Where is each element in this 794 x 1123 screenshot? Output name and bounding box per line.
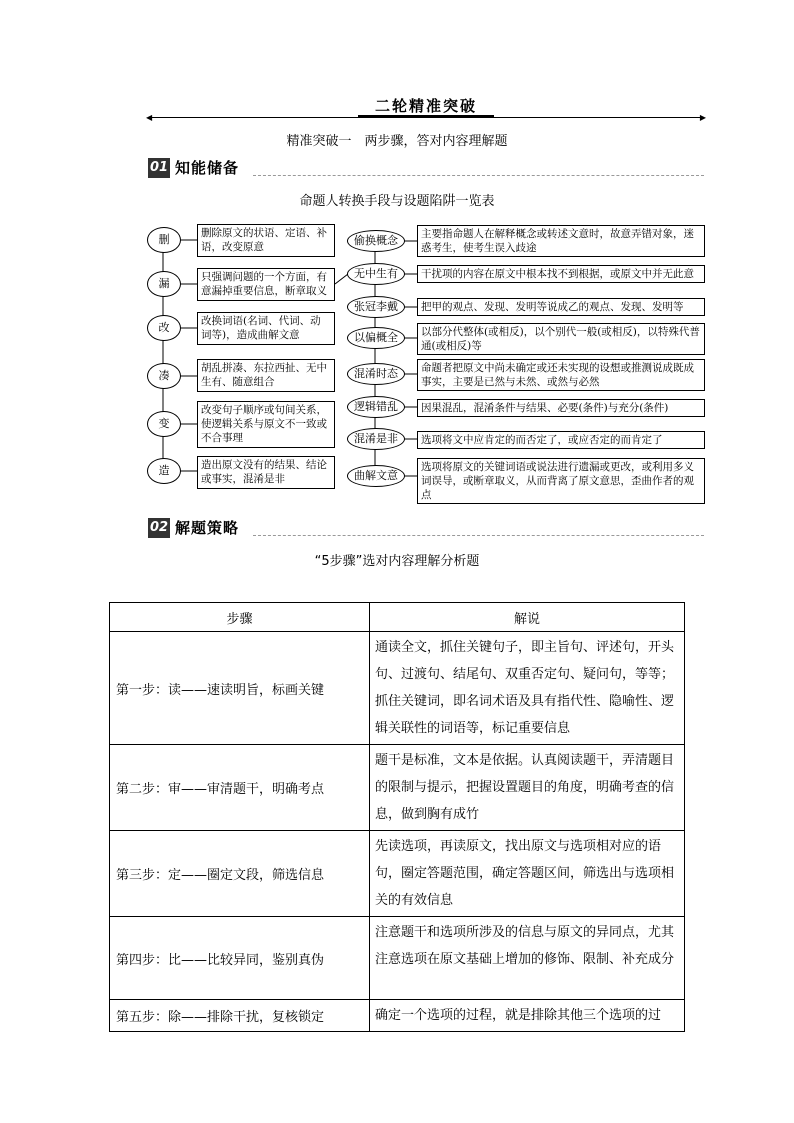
section-number: 01 (148, 158, 170, 178)
method-oval-alter: 变 (147, 411, 181, 437)
section-number: 02 (148, 518, 170, 538)
header-title: 二轮精准突破 (374, 97, 477, 115)
page-subtitle: 精准突破一 两步骤，答对内容理解题 (286, 134, 508, 149)
column-header-step: 步骤 (110, 603, 370, 632)
method-desc-patch: 胡乱拼凑、东拉西扯、无中生有、随意组合 (197, 359, 335, 392)
section-divider (253, 535, 704, 536)
explanation-cell: 通读全文，抓住关键句子，即主旨句、评述句，开头句、过渡句、结尾句、双重否定句、疑问句，等等；抓住关键词，即名词术语及具有指代性、隐喻性、逻辑关联性的词语等，标记重要信息 (370, 632, 685, 745)
trap-desc-misattribution: 把甲的观点、发现、发明等说成乙的观点、发现、发明等 (417, 298, 705, 316)
connector-mid (335, 274, 348, 284)
trap-desc-overgeneralization: 以部分代整体(或相反)，以个别代一般(或相反)，以特殊代普通(或相反)等 (417, 323, 705, 355)
trap-oval-concept-swap: 偷换概念 (347, 230, 405, 252)
step-cell: 第一步：读——速读明旨，标画关键 (110, 632, 370, 745)
method-oval-patch: 凑 (147, 363, 181, 389)
section-divider (253, 175, 704, 176)
table-header-row (110, 603, 685, 632)
trap-oval-right-wrong: 混淆是非 (347, 428, 405, 450)
step-cell: 第五步：除——排除干扰，复核锁定 (110, 1000, 370, 1032)
table-row (110, 917, 685, 1000)
method-desc-change: 改换词语(名词、代词、动词等)，造成曲解文意 (197, 312, 335, 345)
section-header-knowledge (148, 158, 704, 180)
explanation-cell: 确定一个选项的过程，就是排除其他三个选项的过 (370, 1000, 685, 1032)
step-cell: 第二步：审——审清题干，明确考点 (110, 745, 370, 831)
method-oval-change: 改 (147, 315, 181, 341)
diagram-title: 命题人转换手段与设题陷阱一览表 (299, 194, 495, 209)
method-oval-delete: 删 (147, 227, 181, 253)
method-oval-omit: 漏 (147, 271, 181, 297)
steps-table (109, 602, 685, 1032)
column-header-explanation: 解说 (370, 603, 685, 632)
trap-oval-overgeneralization: 以偏概全 (347, 327, 405, 349)
trap-diagram (145, 220, 705, 510)
trap-oval-fabrication: 无中生有 (347, 263, 405, 285)
table-row (110, 1000, 685, 1032)
section-header-strategy (148, 518, 704, 540)
section-label: 知能储备 (175, 159, 240, 177)
trap-desc-tense-confusion: 命题者把原文中尚未确定或还未实现的设想或推测说成既成事实，主要是已然与未然、或然与必然 (417, 359, 705, 391)
trap-oval-misinterpretation: 曲解文意 (347, 465, 405, 487)
method-desc-fabricate: 造出原文没有的结果、结论或事实，混淆是非 (197, 456, 335, 489)
header-arrow-left-icon: ◀ (146, 113, 153, 122)
method-desc-alter: 改变句子顺序或句间关系，使逻辑关系与原文不一致或不合事理 (197, 401, 335, 448)
explanation-cell: 注意题干和选项所涉及的信息与原文的异同点，尤其注意选项在原文基础上增加的修饰、限制、补充成分 (370, 917, 685, 1000)
header-rule-accent (358, 115, 494, 118)
trap-desc-right-wrong: 选项将文中应肯定的而否定了，或应否定的而肯定了 (417, 431, 705, 449)
section-label: 解题策略 (175, 519, 240, 537)
method-desc-delete: 删除原文的状语、定语、补语，改变原意 (197, 224, 335, 257)
document-header (148, 95, 704, 125)
method-oval-fabricate: 造 (147, 458, 181, 484)
step-cell: 第四步：比——比较异同，鉴别真伪 (110, 917, 370, 1000)
trap-oval-tense-confusion: 混淆时态 (347, 363, 405, 385)
trap-oval-misattribution: 张冠李戴 (347, 296, 405, 318)
table-row (110, 745, 685, 831)
table-row (110, 632, 685, 745)
header-arrow-right-icon: ▶ (699, 113, 706, 122)
trap-desc-logic-error: 因果混乱，混淆条件与结果、必要(条件)与充分(条件) (417, 399, 705, 417)
table-row (110, 831, 685, 917)
explanation-cell: 题干是标准，文本是依据。认真阅读题干，弄清题目的限制与提示，把握设置题目的角度，明确考查的信息，做到胸有成竹 (370, 745, 685, 831)
step-cell: 第三步：定——圈定文段，筛选信息 (110, 831, 370, 917)
method-desc-omit: 只强调问题的一个方面，有意漏掉重要信息，断章取义 (197, 268, 335, 301)
explanation-cell: 先读选项，再读原文，找出原文与选项相对应的语句，圈定答题范围，确定答题区间，筛选出与选项相关的有效信息 (370, 831, 685, 917)
trap-desc-concept-swap: 主要指命题人在解释概念或转述文意时，故意弄错对象，迷惑考生，使考生误入歧途 (417, 225, 705, 257)
trap-desc-fabrication: 干扰项的内容在原文中根本找不到根据，或原文中并无此意 (417, 265, 705, 283)
strategy-title: “5步骤”选对内容理解分析题 (314, 554, 480, 569)
trap-oval-logic-error: 逻辑错乱 (347, 396, 405, 418)
trap-desc-misinterpretation: 选项将原文的关键词语或说法进行遗漏或更改，或利用多义词误导，或断章取义，从而背离了原文意思，歪曲作者的观点 (417, 458, 705, 504)
